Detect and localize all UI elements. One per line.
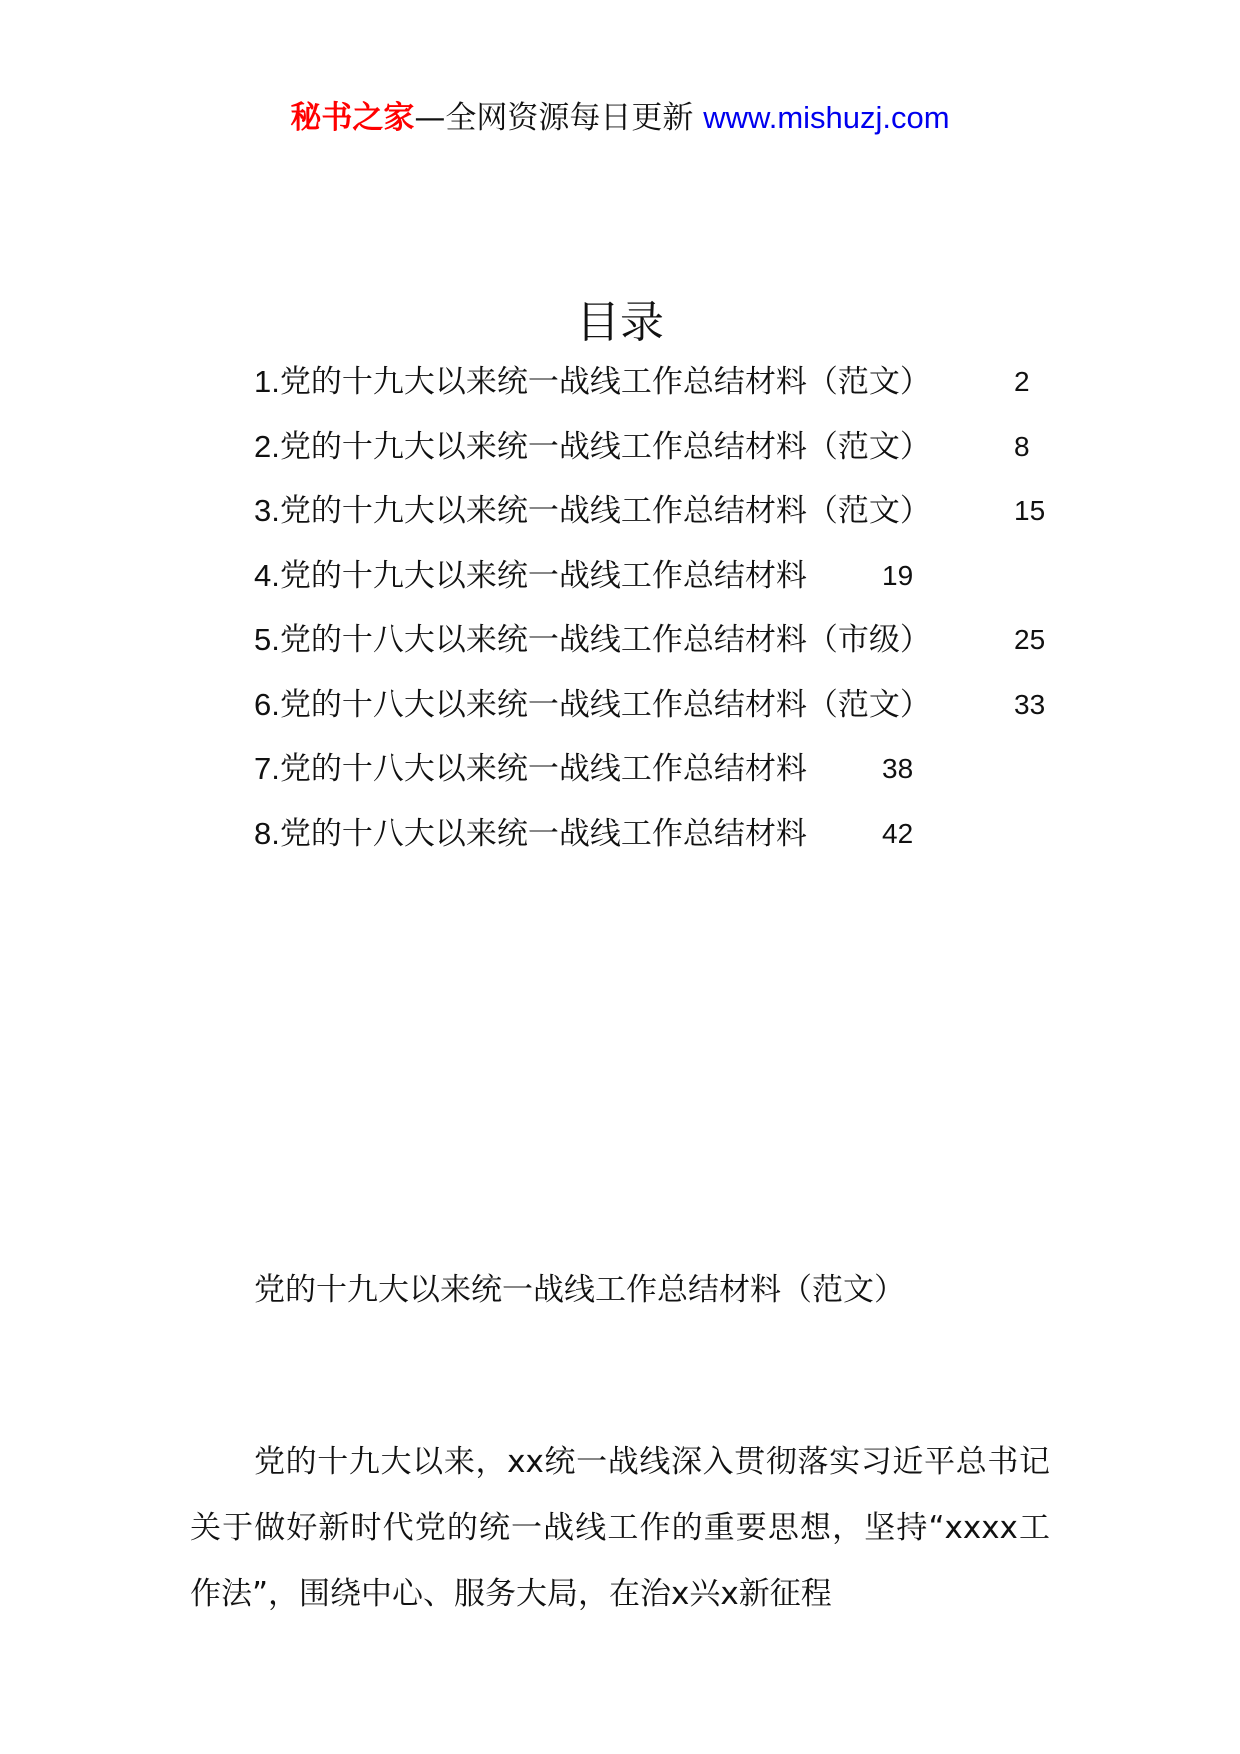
toc-entry-page: 25 — [1014, 624, 1046, 655]
toc-entry-title: 党的十九大以来统一战线工作总结材料 — [279, 557, 807, 594]
brand-name: 秘书之家 — [290, 100, 415, 136]
toc-entry-page: 33 — [1014, 688, 1046, 720]
site-url-link[interactable]: www.mishuzj.com — [703, 100, 950, 135]
toc-entry-title: 党的十八大以来统一战线工作总结材料（范文） — [279, 686, 931, 723]
toc-entry-page: 19 — [882, 559, 914, 591]
toc-entry[interactable] — [254, 685, 1154, 750]
toc-entry-title: 党的十八大以来统一战线工作总结材料 — [279, 815, 807, 852]
toc-entry-page: 2 — [1014, 366, 1030, 397]
toc-title: 目录 — [576, 297, 664, 348]
toc-entry-page: 8 — [1014, 430, 1030, 462]
page-header — [0, 98, 1240, 138]
toc-entry-number: 1. — [254, 364, 280, 399]
toc-entry[interactable] — [254, 491, 1154, 556]
toc-entry-title: 党的十九大以来统一战线工作总结材料（范文） — [279, 364, 931, 400]
toc-entry[interactable] — [254, 427, 1154, 492]
toc-entry-page: 38 — [882, 753, 914, 784]
toc-entry-number: 8. — [254, 815, 280, 851]
toc-entry-number: 3. — [254, 493, 280, 528]
toc-entry[interactable] — [254, 620, 1154, 685]
toc-entry-number: 5. — [254, 622, 280, 657]
toc-entry-page: 42 — [882, 817, 914, 849]
table-of-contents — [254, 362, 1154, 878]
toc-entry-title: 党的十八大以来统一战线工作总结材料 — [279, 751, 807, 787]
toc-entry-page: 15 — [1014, 495, 1046, 526]
toc-entry-number: 6. — [254, 686, 280, 722]
header-slogan: —全网资源每日更新 — [414, 100, 694, 136]
toc-entry[interactable] — [254, 362, 1154, 427]
toc-entry-title: 党的十八大以来统一战线工作总结材料（市级） — [279, 622, 931, 658]
toc-entry[interactable] — [254, 749, 1154, 814]
toc-entry-number: 7. — [254, 751, 280, 786]
toc-entry-number: 2. — [254, 428, 280, 464]
toc-entry[interactable] — [254, 556, 1154, 621]
toc-entry-title: 党的十九大以来统一战线工作总结材料（范文） — [279, 493, 931, 529]
body-paragraph: 党的十九大以来，xx统一战线深入贯彻落实习近平总书记关于做好新时代党的统一战线工作的重要思想，坚持“xxxx工作法”，围绕中心、服务大局，在治x兴x新征程 — [190, 1444, 1050, 1612]
section-title: 党的十九大以来统一战线工作总结材料（范文） — [254, 1272, 905, 1308]
toc-entry[interactable] — [254, 814, 1154, 879]
toc-entry-number: 4. — [254, 557, 280, 593]
toc-entry-title: 党的十九大以来统一战线工作总结材料（范文） — [279, 428, 931, 465]
